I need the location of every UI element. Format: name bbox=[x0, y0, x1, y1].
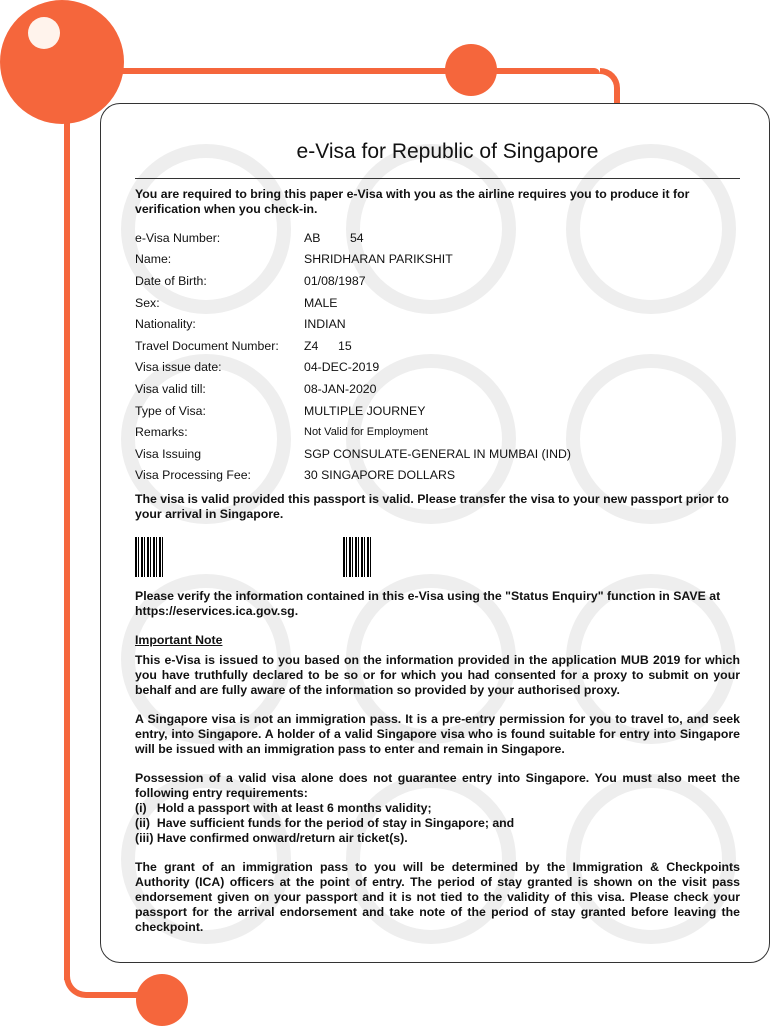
detail-value: SHRIDHARAN PARIKSHIT bbox=[304, 252, 453, 267]
detail-label: Visa Processing Fee: bbox=[135, 468, 251, 483]
detail-row bbox=[135, 357, 571, 379]
barcode bbox=[343, 537, 371, 577]
detail-label: Name: bbox=[135, 252, 172, 267]
decorative-line bbox=[600, 68, 620, 108]
detail-value: 08-JAN-2020 bbox=[304, 381, 377, 396]
passport-note: The visa is valid provided this passport is valid. Please transfer the visa to your new passport prior to your arrival in Singapore. bbox=[135, 492, 729, 522]
detail-label: Nationality: bbox=[135, 317, 196, 332]
detail-value: Not Valid for Employment bbox=[304, 426, 428, 439]
requirement-item: (iii) Have confirmed onward/return air ticket(s). bbox=[135, 831, 408, 846]
detail-value: 30 SINGAPORE DOLLARS bbox=[304, 468, 456, 483]
detail-row bbox=[135, 443, 571, 465]
detail-row bbox=[135, 400, 571, 422]
detail-row bbox=[135, 249, 571, 271]
detail-value: SGP CONSULATE-GENERAL IN MUMBAI (IND) bbox=[304, 446, 571, 461]
detail-label: Type of Visa: bbox=[135, 403, 206, 418]
note-paragraph: Possession of a valid visa alone does not guarantee entry into Singapore. You must also meet the following entry requirements: bbox=[135, 771, 740, 801]
detail-label: Visa Issuing bbox=[135, 446, 202, 461]
detail-value: 01/08/1987 bbox=[304, 273, 366, 288]
detail-value: 04-DEC-2019 bbox=[304, 360, 380, 375]
detail-value: AB 54 bbox=[304, 230, 364, 245]
verify-text: Please verify the information contained in this e-Visa using the "Status Enquiry" function in SAVE at https://eservices.ica.gov.sg. bbox=[135, 589, 721, 619]
important-note-heading: Important Note bbox=[135, 633, 223, 648]
decorative-line bbox=[100, 68, 600, 74]
detail-row bbox=[135, 227, 571, 249]
detail-label: Visa issue date: bbox=[135, 360, 222, 375]
decorative-circle bbox=[0, 0, 124, 124]
detail-value: INDIAN bbox=[304, 317, 346, 332]
intro-text: You are required to bring this paper e-Visa with you as the airline requires you to produce it for verification when you check-in. bbox=[135, 187, 690, 216]
detail-label: Travel Document Number: bbox=[135, 338, 279, 353]
visa-details-table bbox=[135, 227, 571, 486]
detail-row bbox=[135, 270, 571, 292]
note-paragraph: A Singapore visa is not an immigration pass. It is a pre-entry permission for you to travel to, and seek entry, into Singapore. A holder of a valid Singapore visa who is found suitable for entry into Singapore will be issued with an immigration pass to enter and remain in Singapore. bbox=[135, 712, 740, 757]
detail-value: MALE bbox=[304, 295, 338, 310]
barcodes bbox=[135, 537, 740, 577]
note-paragraph: This e-Visa is issued to you based on the information provided in the application MUB 2019 for which you have truthfully declared to be so or for which you had consented for a proxy to submit on your behalf and are fully aware of the information so provided by your authorised proxy. bbox=[135, 653, 740, 698]
detail-label: Visa valid till: bbox=[135, 381, 206, 396]
document-content bbox=[135, 140, 740, 935]
detail-row bbox=[135, 335, 571, 357]
requirement-item: (i) Hold a passport with at least 6 months validity; bbox=[135, 801, 432, 816]
decorative-circle bbox=[445, 44, 497, 96]
detail-row bbox=[135, 313, 571, 335]
detail-row bbox=[135, 421, 571, 443]
detail-row bbox=[135, 465, 571, 487]
divider bbox=[135, 178, 740, 179]
document-title: e-Visa for Republic of Singapore bbox=[296, 140, 599, 163]
detail-row bbox=[135, 292, 571, 314]
detail-value: Z4 15 bbox=[304, 338, 352, 353]
detail-label: e-Visa Number: bbox=[135, 230, 221, 245]
detail-row bbox=[135, 378, 571, 400]
detail-label: Sex: bbox=[135, 295, 160, 310]
decorative-circle bbox=[136, 974, 188, 1026]
barcode bbox=[135, 537, 163, 577]
requirement-item: (ii) Have sufficient funds for the period of stay in Singapore; and bbox=[135, 816, 515, 831]
decorative-line bbox=[64, 110, 70, 980]
detail-value: MULTIPLE JOURNEY bbox=[304, 403, 426, 418]
detail-label: Date of Birth: bbox=[135, 273, 207, 288]
note-paragraph: The grant of an immigration pass to you will be determined by the Immigration & Checkpoints Authority (ICA) officers at the point of entry. The period of stay granted is shown on the visit pass endorsement given on your passport and it is not tied to the validity of this visa. Please check your passport for the arrival endorsement and take note of the period of stay granted before leaving the checkpoint. bbox=[135, 860, 740, 935]
detail-label: Remarks: bbox=[135, 425, 188, 440]
